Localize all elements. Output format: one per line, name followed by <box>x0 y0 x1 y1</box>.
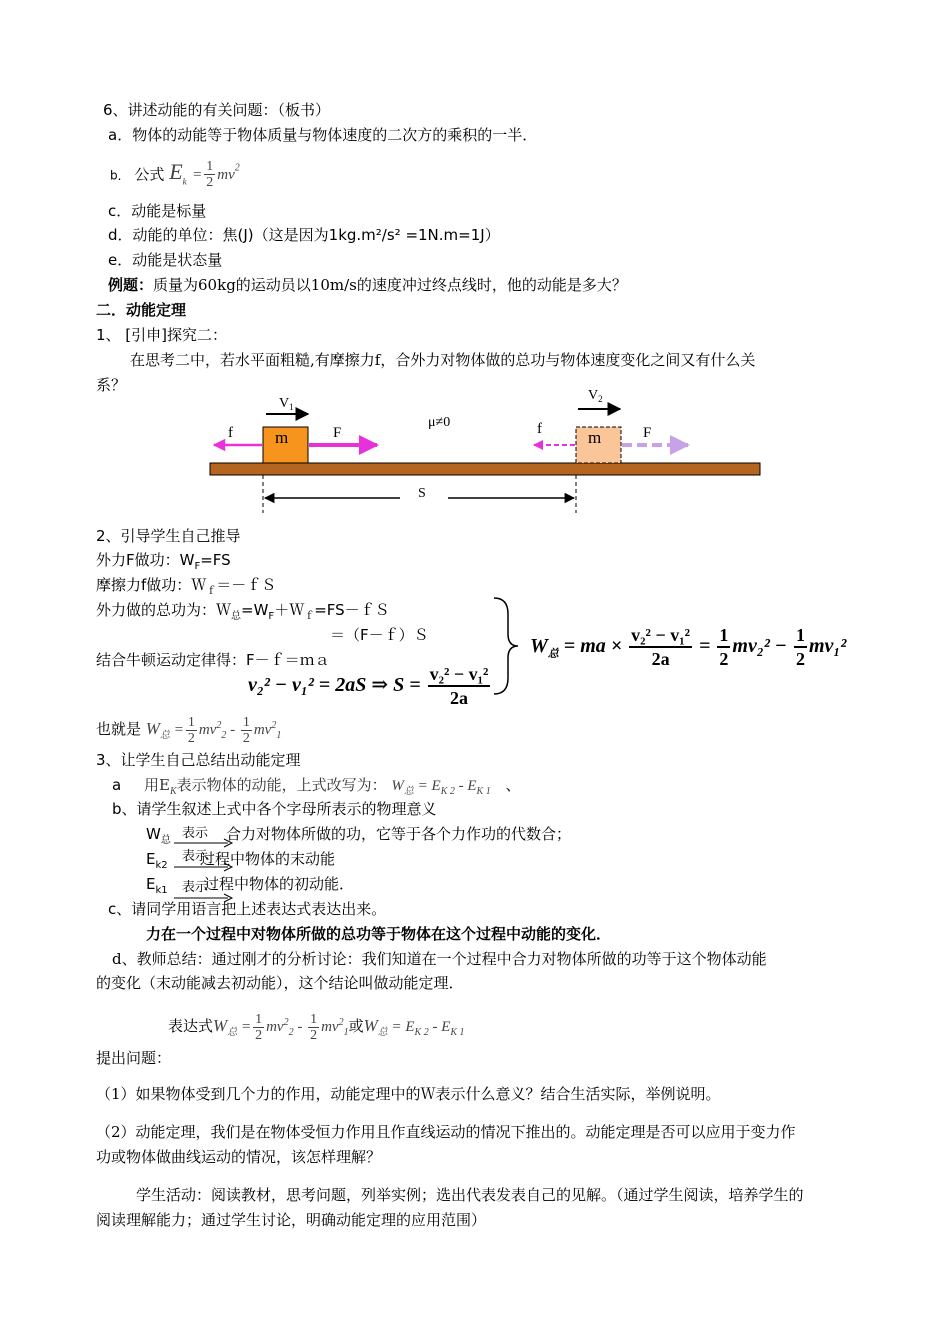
section6-item-a: a．物体的动能等于物体质量与物体速度的二次方的乘积的一半． <box>108 126 538 144</box>
mu-label: μ≠0 <box>428 415 451 430</box>
right-brace-icon <box>490 596 520 696</box>
example: 例题：质量为60kg的运动员以10m/s的速度冲过终点线时，他的动能是多大？ <box>108 276 627 294</box>
meaning-initial-energy-text: 过程中物体的初动能． <box>204 875 355 893</box>
newton-law: 结合牛顿运动定律得：F－ｆ＝ｍａ <box>96 651 330 669</box>
section3-item-d-a: d、教师总结：通过刚才的分析讨论：我们知道在一个过程中合力对物体所做的功等于这个物体动能 <box>112 950 767 968</box>
work-by-friction: 摩擦力f做功：Ｗ$_f$＝－ｆＳ <box>96 576 277 597</box>
displacement-label: S <box>418 486 426 501</box>
student-activity-a: 学生活动：阅读教材，思考问题，列举实例；选出代表发表自己的见解。（通过学生阅读，培养学生的 <box>136 1186 804 1204</box>
meaning-total-work: $W_总$ <box>146 825 171 846</box>
section6-item-c: c．动能是标量 <box>108 202 207 220</box>
displacement-equation: v₂² − v₁² = 2aS ⇒ S = $\frac{\text{v₂² − v₁²}}{2a}$ <box>248 664 489 709</box>
question-2-b: 功或物体做曲线运动的情况，该怎样理解？ <box>96 1148 382 1166</box>
friction-right-label: f <box>537 421 542 437</box>
block-initial-label: m <box>275 428 289 447</box>
section2-heading: 二．动能定理 <box>96 301 187 319</box>
meaning-total-work-text: 合力对物体所做的功，它等于各个力作功的代数合； <box>226 825 572 843</box>
section3-item-d-b: 的变化（末动能减去初动能），这个结论叫做动能定理． <box>96 974 464 992</box>
work-energy-derivation: $W_总$ = ma × $\frac{\text{v₂² − v₁²}}{2a}$ = $\frac{1}{2}$ mv₂² − $\frac{1}{2}$ mv₁² <box>530 625 847 670</box>
student-activity-b: 阅读理解能力；通过学生讨论，明确动能定理的应用范围） <box>96 1211 487 1229</box>
section6-heading: 6、讲述动能的有关问题：（板书） <box>103 101 331 119</box>
force-right-label: F <box>643 425 652 441</box>
derivation-heading: 2、引导学生自己推导 <box>96 527 241 545</box>
questions-heading: 提出问题： <box>96 1049 172 1067</box>
section3-item-a: a 用$E_K$表示物体的动能，上式改写为： $W_总 = E_{K 2} - E_{K 1}$ 、 <box>112 776 521 797</box>
work-result: 也就是 $W_总$ = $\frac{1}{2}$ $mv^2_2$ - $\frac{1}{2}$ $mv^2_1$ <box>96 715 282 747</box>
theorem-statement: 力在一个过程中对物体所做的总功等于物体在这个过程中动能的变化． <box>146 925 612 943</box>
v1-label: $V_1$ <box>279 396 294 412</box>
meaning-arrow-2: 表示 <box>182 849 209 864</box>
meaning-arrow-1: 表示 <box>182 826 209 841</box>
friction-left-label: f <box>228 425 233 441</box>
theorem-expression: 表达式$W_总$ = $\frac{1}{2}$ $mv^2_2$ - $\frac{1}{2}$ $mv^2_1$或$W_总 = E_{K 2} - E_{K 1}$ <box>168 1012 465 1044</box>
question-2-a: （2）动能定理，我们是在物体受恒力作用且作直线运动的情况下推出的。动能定理是否可以应用于变力作 <box>96 1123 796 1141</box>
section3-heading: 3、让学生自己总结出动能定理 <box>96 751 301 769</box>
section6-item-d: d．动能的单位：焦(J)（这是因为1kg.m²/s² =1N.m=1J） <box>108 226 500 244</box>
block-final-label: m <box>588 428 602 447</box>
question-1: （1）如果物体受到几个力的作用，动能定理中的Ｗ表示什么意义？结合生活实际，举例说明。 <box>96 1085 721 1103</box>
section6-item-b: b． 公式 $E_k$ = $\frac{1}{2}$ $mv^2$ <box>110 158 240 190</box>
kinetic-energy-formula: $E_k$ = $\frac{1}{2}$ $mv^2$ <box>169 158 240 190</box>
section6-item-e: e．动能是状态量 <box>108 251 223 269</box>
total-work: 外力做的总功为：$W_总=W_F+W_f=FS-fS$ <box>96 601 390 622</box>
work-by-force: 外力F做功：$W_F=FS$ <box>96 551 231 572</box>
force-left-label: F <box>333 425 342 441</box>
section3-item-b: b、请学生叙述上式中各个字母所表示的物理意义 <box>112 800 437 818</box>
v2-label: $V_2$ <box>588 388 603 404</box>
section3-item-c: c、请同学用语言把上述表达式表达出来。 <box>108 900 387 918</box>
total-work-simplified: ＝（F－ｆ）Ｓ <box>330 626 429 644</box>
ground-surface <box>210 463 760 475</box>
section2-p1-text-b: 系？ <box>96 376 127 394</box>
meaning-final-energy: $E_{k2}$ <box>146 850 168 871</box>
meaning-arrow-3: 表示 <box>182 880 209 895</box>
meaning-final-energy-text: 过程中物体的末动能 <box>200 850 336 868</box>
section2-p1: 1、 [引申]探究二： <box>96 326 228 344</box>
meaning-initial-energy: $E_{k1}$ <box>146 875 168 896</box>
section2-p1-text-a: 在思考二中，若水平面粗糙,有摩擦力f，合外力对物体做的总功与物体速度变化之间又有什么关 <box>130 351 756 369</box>
friction-diagram <box>200 385 770 515</box>
